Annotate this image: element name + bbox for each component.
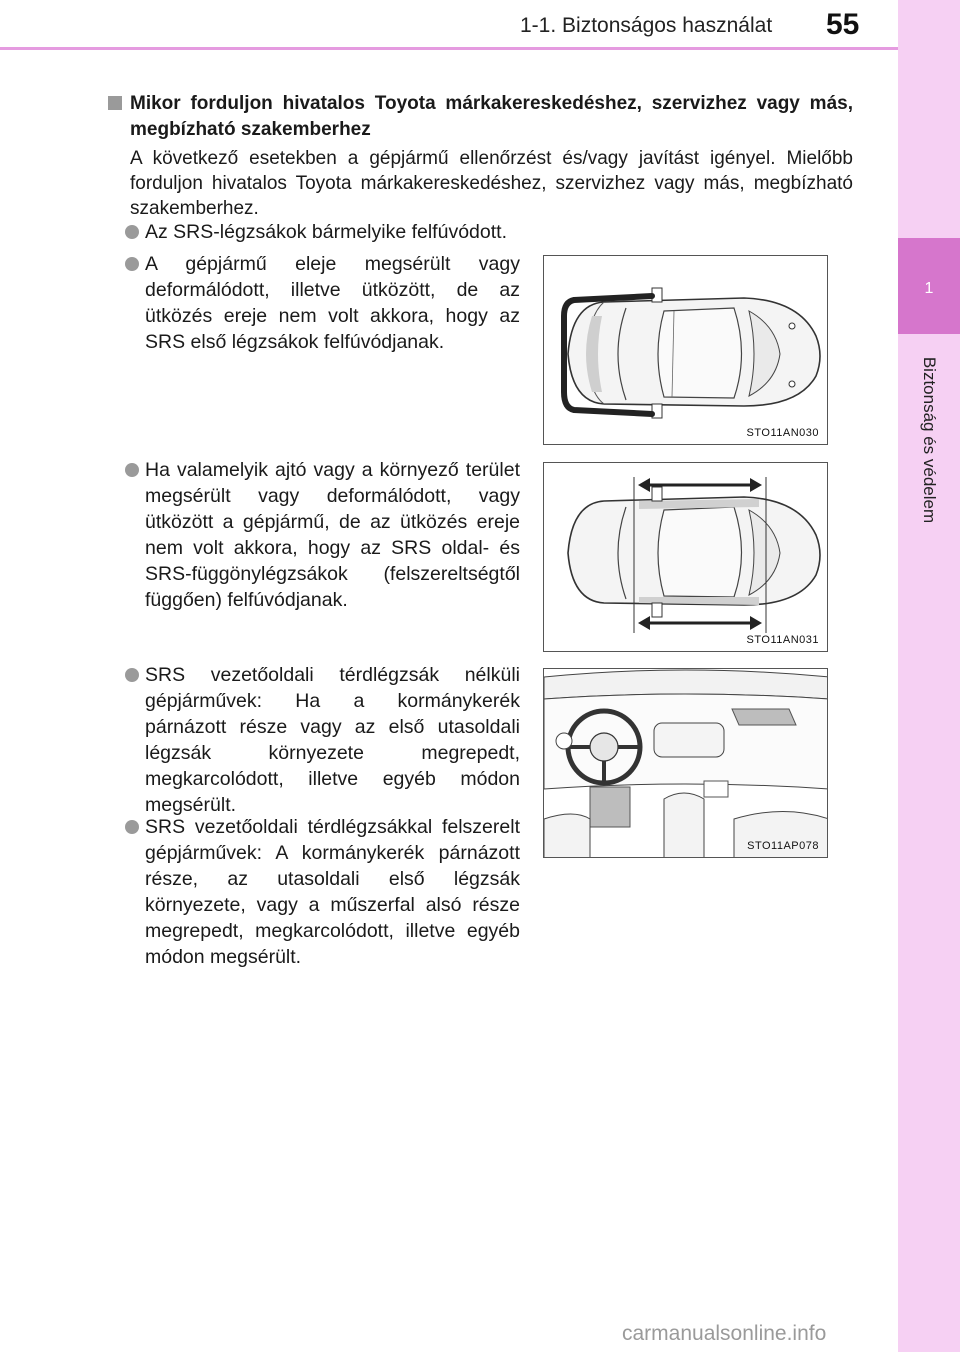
- dashboard-illustration: [544, 669, 828, 858]
- header-title: 1-1. Biztonságos használat: [520, 14, 773, 37]
- figure-side-damage: [543, 462, 828, 652]
- circle-bullet-icon: [125, 820, 139, 834]
- bullet-text: Az SRS-légzsákok bármelyike felfúvódott.: [145, 221, 507, 243]
- bullet-item: [125, 814, 520, 970]
- side-tab-label: Biztonság és védelem: [920, 356, 939, 524]
- circle-bullet-icon: [125, 257, 139, 271]
- section-heading-text: Mikor forduljon hivatalos Toyota márkakereskedéshez, szervizhez vagy más, megbízható szakemberhez: [130, 93, 853, 140]
- bullet-text: SRS vezetőoldali térdlégzsák nélküli gépjárművek: Ha a kormánykerék párnázott része vagy az első utasoldali légzsák környezete megrepedt, megkarcolódott, illetve egyéb módon megsérült.: [145, 664, 520, 816]
- figure-code: STO11AN030: [746, 427, 819, 439]
- car-top-view-side-illustration: [544, 463, 828, 652]
- section-heading: [108, 91, 853, 143]
- circle-bullet-icon: [125, 668, 139, 682]
- footer-watermark: carmanualsonline.info: [622, 1322, 827, 1345]
- square-bullet-icon: [108, 96, 122, 110]
- header-rule: [0, 47, 898, 50]
- bullet-text: A gépjármű eleje megsérült vagy deformálódott, illetve ütközött, de az ütközés ereje nem volt akkora, hogy az SRS első légzsákok felfúvódjanak.: [145, 253, 520, 353]
- figure-code: STO11AN031: [746, 634, 819, 646]
- side-tab: [898, 0, 960, 1352]
- circle-bullet-icon: [125, 225, 139, 239]
- circle-bullet-icon: [125, 463, 139, 477]
- page-number: 55: [826, 8, 860, 41]
- bullet-item: [125, 457, 520, 613]
- bullet-item: [125, 662, 520, 818]
- bullet-text: SRS vezetőoldali térdlégzsákkal felszerelt gépjárművek: A kormánykerék párnázott része, az utasoldali első légzsák környezete, vagy a műszerfal alsó része megrepedt, megkarcolódott, illetve egyéb módon megsérült.: [145, 816, 520, 968]
- bullet-item: [125, 219, 545, 245]
- figure-dashboard: [543, 668, 828, 858]
- bullet-text: Ha valamelyik ajtó vagy a környező terület megsérült vagy deformálódott, vagy ütközött a gépjármű, de az ütközés ereje nem volt akkora, hogy az SRS oldal- és SRS-függönylégzsákok (felszereltségtől függően) felfúvódjanak.: [145, 459, 520, 611]
- figure-front-damage: [543, 255, 828, 445]
- side-tab-number: 1: [924, 280, 934, 297]
- intro-paragraph: A következő esetekben a gépjármű ellenőrzést és/vagy javítást igényel. Mielőbb forduljon hivatalos Toyota márkakereskedéshez, szervizhez vagy más, megbízható szakemberhez.: [130, 148, 853, 219]
- car-top-view-front-illustration: [544, 256, 828, 445]
- bullet-item: [125, 251, 520, 355]
- figure-code: STO11AP078: [747, 840, 819, 852]
